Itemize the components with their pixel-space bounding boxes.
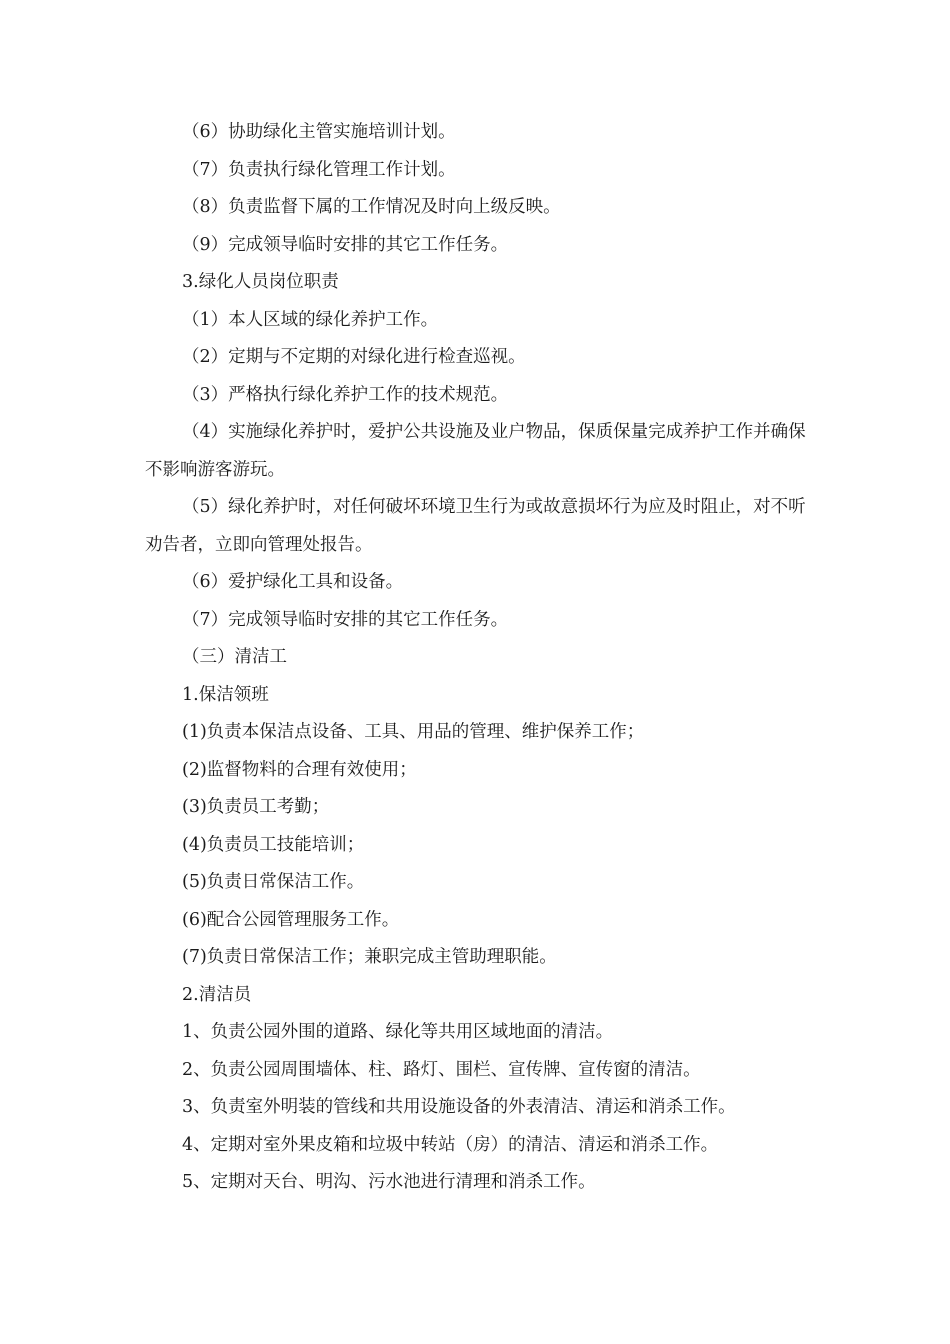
paragraph: (7)负责日常保洁工作；兼职完成主管助理职能。 [182, 947, 557, 967]
paragraph: （8）负责监督下属的工作情况及时向上级反映。 [182, 197, 561, 217]
section-heading: 2.清洁员 [182, 984, 252, 1005]
section-heading: （三）清洁工 [182, 647, 287, 667]
paragraph: （9）完成领导临时安排的其它工作任务。 [182, 234, 509, 255]
paragraph: （7）完成领导临时安排的其它工作任务。 [182, 609, 509, 630]
paragraph: 5、定期对天台、明沟、污水池进行清理和消杀工作。 [182, 1172, 596, 1192]
paragraph: （6）协助绿化主管实施培训计划。 [182, 122, 456, 142]
paragraph: 2、负责公园周围墙体、柱、路灯、围栏、宣传牌、宣传窗的清洁。 [182, 1059, 701, 1080]
paragraph: （6）爱护绿化工具和设备。 [182, 572, 404, 592]
paragraph: 3、负责室外明装的管线和共用设施设备的外表清洁、清运和消杀工作。 [182, 1097, 736, 1117]
paragraph: (2)监督物料的合理有效使用； [182, 759, 417, 780]
paragraph: （1）本人区域的绿化养护工作。 [182, 309, 439, 330]
paragraph: （7）负责执行绿化管理工作计划。 [182, 159, 456, 180]
section-heading: 3.绿化人员岗位职责 [182, 272, 339, 292]
paragraph: 4、定期对室外果皮箱和垃圾中转站（房）的清洁、清运和消杀工作。 [182, 1134, 719, 1155]
paragraph: （4）实施绿化养护时，爱护公共设施及业户物品，保质保量完成养护工作并确保不影响游客游玩。 [145, 422, 806, 480]
paragraph: (3)负责员工考勤； [182, 797, 330, 817]
paragraph: 1、负责公园外围的道路、绿化等共用区域地面的清洁。 [182, 1022, 614, 1042]
paragraph: (6)配合公园管理服务工作。 [182, 909, 400, 930]
paragraph: (1)负责本保洁点设备、工具、用品的管理、维护保养工作； [182, 722, 645, 742]
document-body [145, 114, 810, 1202]
section-heading: 1.保洁领班 [182, 684, 269, 705]
paragraph: （2）定期与不定期的对绿化进行检查巡视。 [182, 347, 526, 367]
paragraph: (4)负责员工技能培训； [182, 834, 365, 855]
paragraph: （5）绿化养护时，对任何破坏环境卫生行为或故意损坏行为应及时阻止，对不听劝告者，立即向管理处报告。 [145, 497, 806, 555]
paragraph: （3）严格执行绿化养护工作的技术规范。 [182, 384, 509, 405]
paragraph: (5)负责日常保洁工作。 [182, 872, 365, 892]
